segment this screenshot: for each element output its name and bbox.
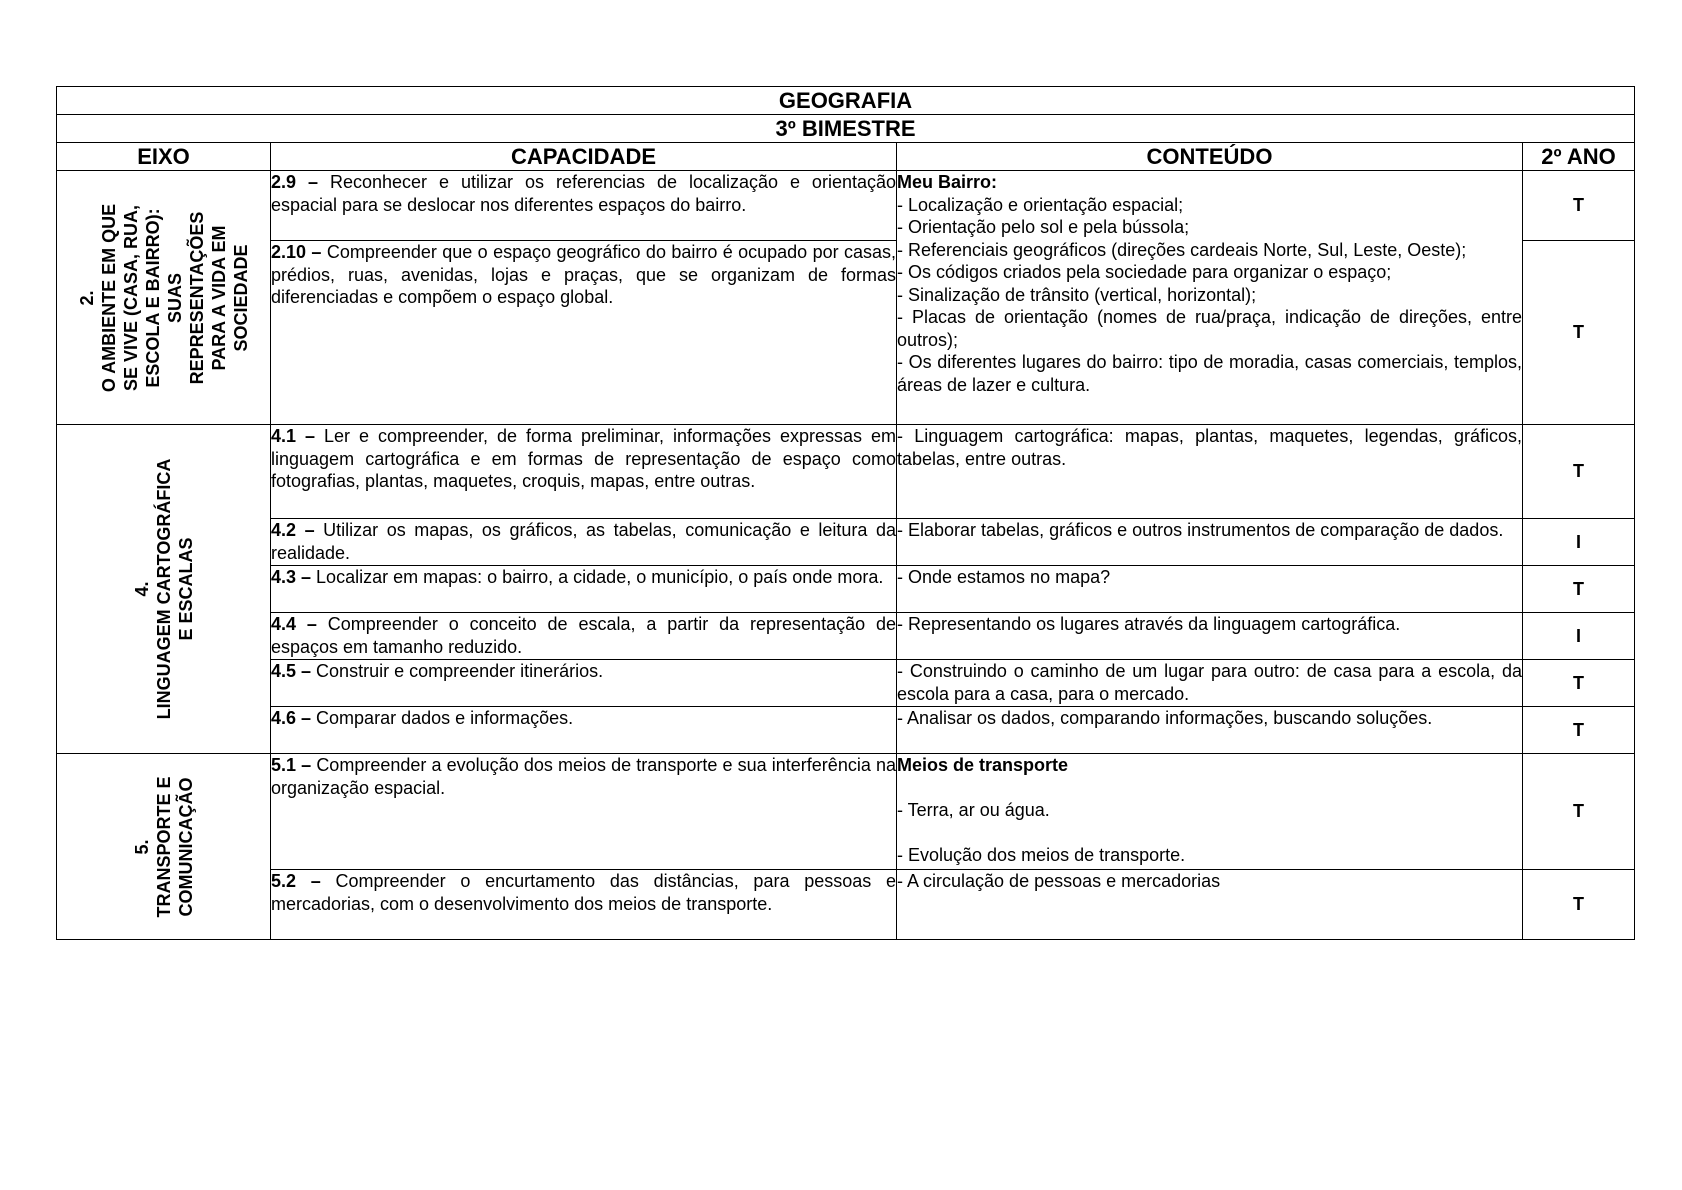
eixo-label-4 <box>131 459 197 720</box>
eixo-line: E ESCALAS <box>175 537 196 641</box>
capacidade-4-6: 4.6 – Comparar dados e informações. <box>271 707 897 754</box>
column-header-capacidade: CAPACIDADE <box>271 143 897 171</box>
conteudo-4-4: - Representando os lugares através da linguagem cartográfica. <box>897 613 1523 660</box>
capacidade-5-1: 5.1 – Compreender a evolução dos meios de transporte e sua interferência na organização espacial. <box>271 754 897 870</box>
ano-4-4: I <box>1523 613 1635 660</box>
column-header-conteudo: CONTEÚDO <box>897 143 1523 171</box>
conteudo-item: - Os diferentes lugares do bairro: tipo de moradia, casas comerciais, templos, áreas de lazer e cultura. <box>897 352 1522 395</box>
conteudo-item: - Localização e orientação espacial; <box>897 194 1184 215</box>
eixo-line: LINGUAGEM CARTOGRÁFICA <box>153 458 174 720</box>
capacidade-5-2: 5.2 – Compreender o encurtamento das distâncias, para pessoas e mercadorias, com o desenvolvimento dos meios de transporte. <box>271 870 897 940</box>
conteudo-meios-de-transporte <box>897 754 1523 870</box>
conteudo-item: - Evolução dos meios de transporte. <box>897 845 1186 865</box>
conteudo-heading: Meu Bairro: <box>897 172 998 192</box>
ano-4-6: T <box>1523 707 1635 754</box>
document-title: GEOGRAFIA <box>57 87 1635 115</box>
eixo-cell-5 <box>57 754 271 940</box>
capacidade-2-9: 2.9 – Reconhecer e utilizar os referencias de localização e orientação espacial para se deslocar nos diferentes espaços do bairro. <box>271 171 897 241</box>
conteudo-heading: Meios de transporte <box>897 755 1069 775</box>
capacidade-4-4: 4.4 – Compreender o conceito de escala, a partir da representação de espaços em tamanho reduzido. <box>271 613 897 660</box>
conteudo-item: - Os códigos criados pela sociedade para organizar o espaço; <box>897 262 1392 282</box>
eixo-line: 5. <box>131 838 152 855</box>
eixo-line: O AMBIENTE EM QUE <box>98 203 119 392</box>
conteudo-item: - Sinalização de trânsito (vertical, horizontal); <box>897 284 1257 305</box>
column-header-eixo: EIXO <box>57 143 271 171</box>
conteudo-4-6: - Analisar os dados, comparando informações, buscando soluções. <box>897 707 1523 754</box>
ano-5-1: T <box>1523 754 1635 870</box>
conteudo-item: - Terra, ar ou água. <box>897 800 1050 820</box>
column-header-ano: 2º ANO <box>1523 143 1635 171</box>
conteudo-item: - Referenciais geográficos (direções cardeais Norte, Sul, Leste, Oeste); <box>897 239 1467 260</box>
capacidade-4-2: 4.2 – Utilizar os mapas, os gráficos, as tabelas, comunicação e leitura da realidade. <box>271 519 897 566</box>
eixo-line: SE VIVE (CASA, RUA, <box>120 204 141 391</box>
eixo-line: COMUNICAÇÃO <box>175 777 196 917</box>
eixo-cell-2 <box>57 171 271 425</box>
ano-2-9: T <box>1523 171 1635 241</box>
conteudo-item: - Orientação pelo sol e pela bússola; <box>897 217 1190 237</box>
conteudo-5-2: - A circulação de pessoas e mercadorias <box>897 870 1523 940</box>
eixo-line: ESCOLA E BAIRRO): <box>142 207 163 388</box>
conteudo-4-1: - Linguagem cartográfica: mapas, plantas, maquetes, legendas, gráficos, tabelas, entre outras. <box>897 425 1523 519</box>
conteudo-4-3: - Onde estamos no mapa? <box>897 566 1523 613</box>
eixo-line: 4. <box>131 581 152 597</box>
eixo-line: REPRESENTAÇÕES <box>186 211 207 384</box>
eixo-label-5 <box>131 776 197 917</box>
capacidade-4-1: 4.1 – Ler e compreender, de forma preliminar, informações expressas em linguagem cartográfica e em formas de representação de espaço como fotografias, plantas, maquetes, croquis, mapas, entre outras. <box>271 425 897 519</box>
conteudo-meu-bairro <box>897 171 1523 425</box>
eixo-label-2 <box>76 203 252 391</box>
conteudo-item: - Placas de orientação (nomes de rua/praça, indicação de direções, entre outros); <box>897 307 1522 350</box>
capacidade-4-5: 4.5 – Construir e compreender itinerários. <box>271 660 897 707</box>
capacidade-2-10: 2.10 – Compreender que o espaço geográfico do bairro é ocupado por casas, prédios, ruas, avenidas, lojas e praças, que se organizam de formas diferenciadas e compõem o espaço global. <box>271 241 897 425</box>
eixo-line: SOCIEDADE <box>230 244 251 352</box>
ano-4-2: I <box>1523 519 1635 566</box>
curriculum-table <box>56 86 1635 940</box>
ano-4-5: T <box>1523 660 1635 707</box>
ano-4-3: T <box>1523 566 1635 613</box>
conteudo-4-5: - Construindo o caminho de um lugar para outro: de casa para a escola, da escola para a casa, para o mercado. <box>897 660 1523 707</box>
ano-4-1: T <box>1523 425 1635 519</box>
eixo-cell-4 <box>57 425 271 754</box>
eixo-line: TRANSPORTE E <box>153 775 174 918</box>
ano-2-10: T <box>1523 241 1635 425</box>
ano-5-2: T <box>1523 870 1635 940</box>
eixo-line: 2. <box>76 290 97 306</box>
document-subtitle: 3º BIMESTRE <box>57 115 1635 143</box>
capacidade-4-3: 4.3 – Localizar em mapas: o bairro, a cidade, o município, o país onde mora. <box>271 566 897 613</box>
conteudo-4-2: - Elaborar tabelas, gráficos e outros instrumentos de comparação de dados. <box>897 519 1523 566</box>
eixo-line: PARA A VIDA EM <box>208 225 229 371</box>
eixo-line: SUAS <box>164 272 185 323</box>
